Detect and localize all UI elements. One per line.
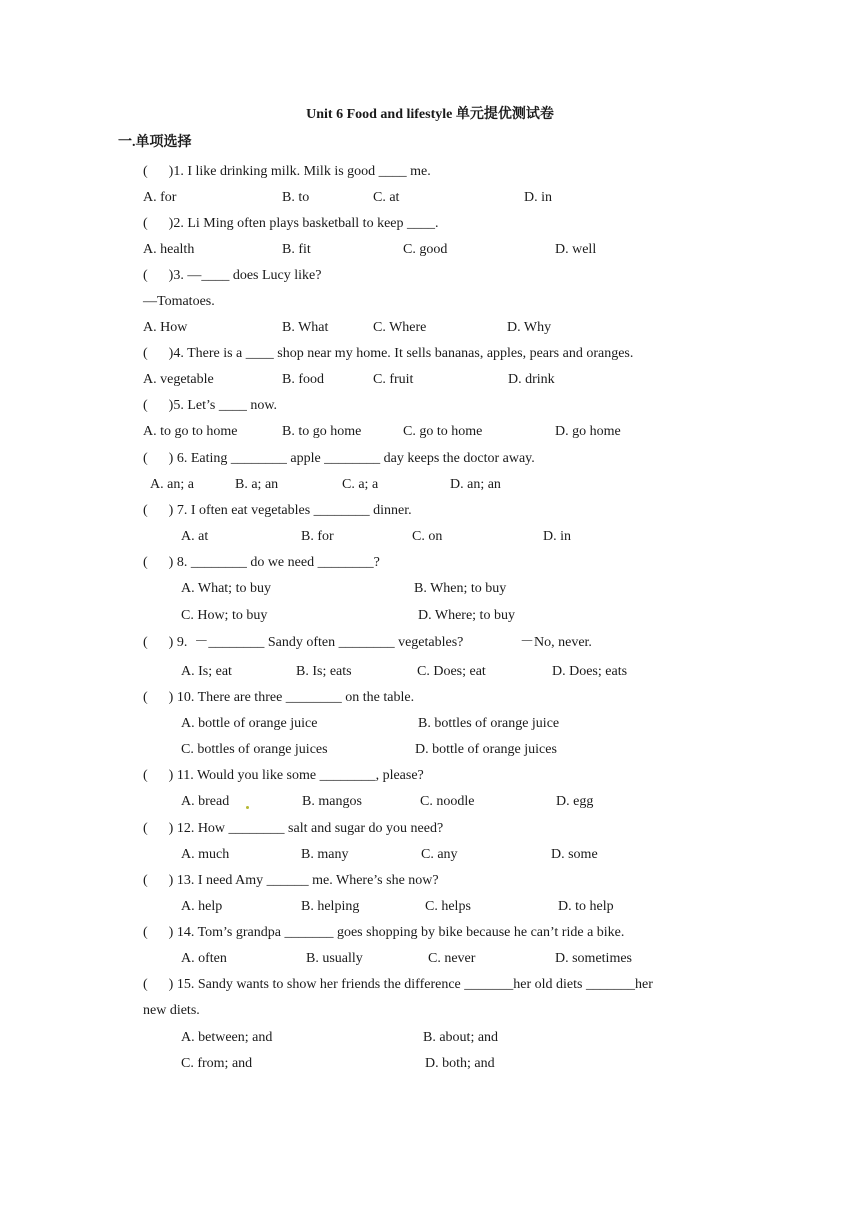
option-d: D. Why (507, 320, 552, 335)
question-stem-continued: new diets. (143, 1003, 200, 1018)
option-d: D. well (555, 242, 597, 257)
question-answer-hint: －No, never. (520, 635, 592, 650)
option-a: A. How (143, 320, 188, 335)
option-a: A. What; to buy (181, 581, 271, 596)
question-answer-line: —Tomatoes. (143, 294, 215, 309)
option-d: D. in (524, 190, 552, 205)
option-c: C. Does; eat (417, 664, 486, 679)
option-c: C. go to home (403, 424, 483, 439)
option-b: B. helping (301, 899, 360, 914)
option-b: B. a; an (235, 477, 279, 492)
option-a: A. between; and (181, 1030, 273, 1045)
option-b: B. many (301, 847, 349, 862)
option-a: A. at (181, 529, 209, 544)
option-d: D. an; an (450, 477, 501, 492)
stray-mark (246, 806, 249, 809)
option-b: B. fit (282, 242, 311, 257)
question-stem: ( ) 6. Eating ________ apple ________ day keeps the doctor away. (143, 451, 535, 466)
option-c: C. bottles of orange juices (181, 742, 328, 757)
question-stem: ( )5. Let’s ____ now. (143, 398, 278, 413)
option-d: D. bottle of orange juices (415, 742, 557, 757)
option-d: D. drink (508, 372, 555, 387)
option-d: D. some (551, 847, 598, 862)
option-a: A. help (181, 899, 223, 914)
option-d: D. both; and (425, 1056, 495, 1071)
option-c: C. never (428, 951, 476, 966)
option-b: B. What (282, 320, 329, 335)
option-b: B. food (282, 372, 324, 387)
option-a: A. an; a (150, 477, 194, 492)
question-stem: ( ) 12. How ________ salt and sugar do you need? (143, 821, 444, 836)
question-stem: ( )2. Li Ming often plays basketball to keep ____. (143, 216, 439, 231)
question-stem: ( )1. I like drinking milk. Milk is good ____ me. (143, 164, 431, 179)
option-a: A. Is; eat (181, 664, 232, 679)
question-stem: ( ) 10. There are three ________ on the table. (143, 690, 415, 705)
option-d: D. in (543, 529, 571, 544)
option-c: C. noodle (420, 794, 475, 809)
option-a: A. health (143, 242, 195, 257)
option-c: C. from; and (181, 1056, 253, 1071)
option-a: A. bread (181, 794, 230, 809)
option-c: C. How; to buy (181, 608, 268, 623)
option-c: C. at (373, 190, 400, 205)
option-d: D. Does; eats (552, 664, 628, 679)
option-c: C. a; a (342, 477, 379, 492)
option-d: D. sometimes (555, 951, 632, 966)
option-d: D. egg (556, 794, 594, 809)
question-stem: ( ) 11. Would you like some ________, please? (143, 768, 424, 783)
question-stem: ( )3. —____ does Lucy like? (143, 268, 322, 283)
option-d: D. go home (555, 424, 621, 439)
option-b: B. to go home (282, 424, 362, 439)
question-stem: ( ) 9. －________ Sandy often ________ vegetables? (143, 635, 464, 650)
option-b: B. about; and (423, 1030, 499, 1045)
option-b: B. to (282, 190, 310, 205)
question-stem: ( ) 15. Sandy wants to show her friends the difference _______her old diets _______her (143, 977, 653, 992)
option-c: C. fruit (373, 372, 414, 387)
option-a: A. often (181, 951, 227, 966)
option-a: A. to go to home (143, 424, 238, 439)
option-b: B. bottles of orange juice (418, 716, 560, 731)
question-stem: ( )4. There is a ____ shop near my home. It sells bananas, apples, pears and oranges. (143, 346, 634, 361)
option-c: C. good (403, 242, 448, 257)
option-d: D. to help (558, 899, 614, 914)
option-b: B. usually (306, 951, 363, 966)
option-a: A. for (143, 190, 177, 205)
option-b: B. mangos (302, 794, 362, 809)
page-title: Unit 6 Food and lifestyle 单元提优测试卷 (306, 107, 554, 122)
option-c: C. any (421, 847, 458, 862)
section-heading: 一.单项选择 (118, 135, 192, 150)
option-b: B. Is; eats (296, 664, 352, 679)
option-a: A. vegetable (143, 372, 214, 387)
option-d: D. Where; to buy (418, 608, 515, 623)
question-stem: ( ) 14. Tom’s grandpa _______ goes shopping by bike because he can’t ride a bike. (143, 925, 625, 940)
option-a: A. bottle of orange juice (181, 716, 318, 731)
option-a: A. much (181, 847, 230, 862)
question-stem: ( ) 7. I often eat vegetables ________ dinner. (143, 503, 412, 518)
option-c: C. Where (373, 320, 427, 335)
option-c: C. helps (425, 899, 471, 914)
question-stem: ( ) 13. I need Amy ______ me. Where’s she now? (143, 873, 439, 888)
option-b: B. for (301, 529, 334, 544)
option-c: C. on (412, 529, 443, 544)
question-stem: ( ) 8. ________ do we need ________? (143, 555, 380, 570)
option-b: B. When; to buy (414, 581, 507, 596)
